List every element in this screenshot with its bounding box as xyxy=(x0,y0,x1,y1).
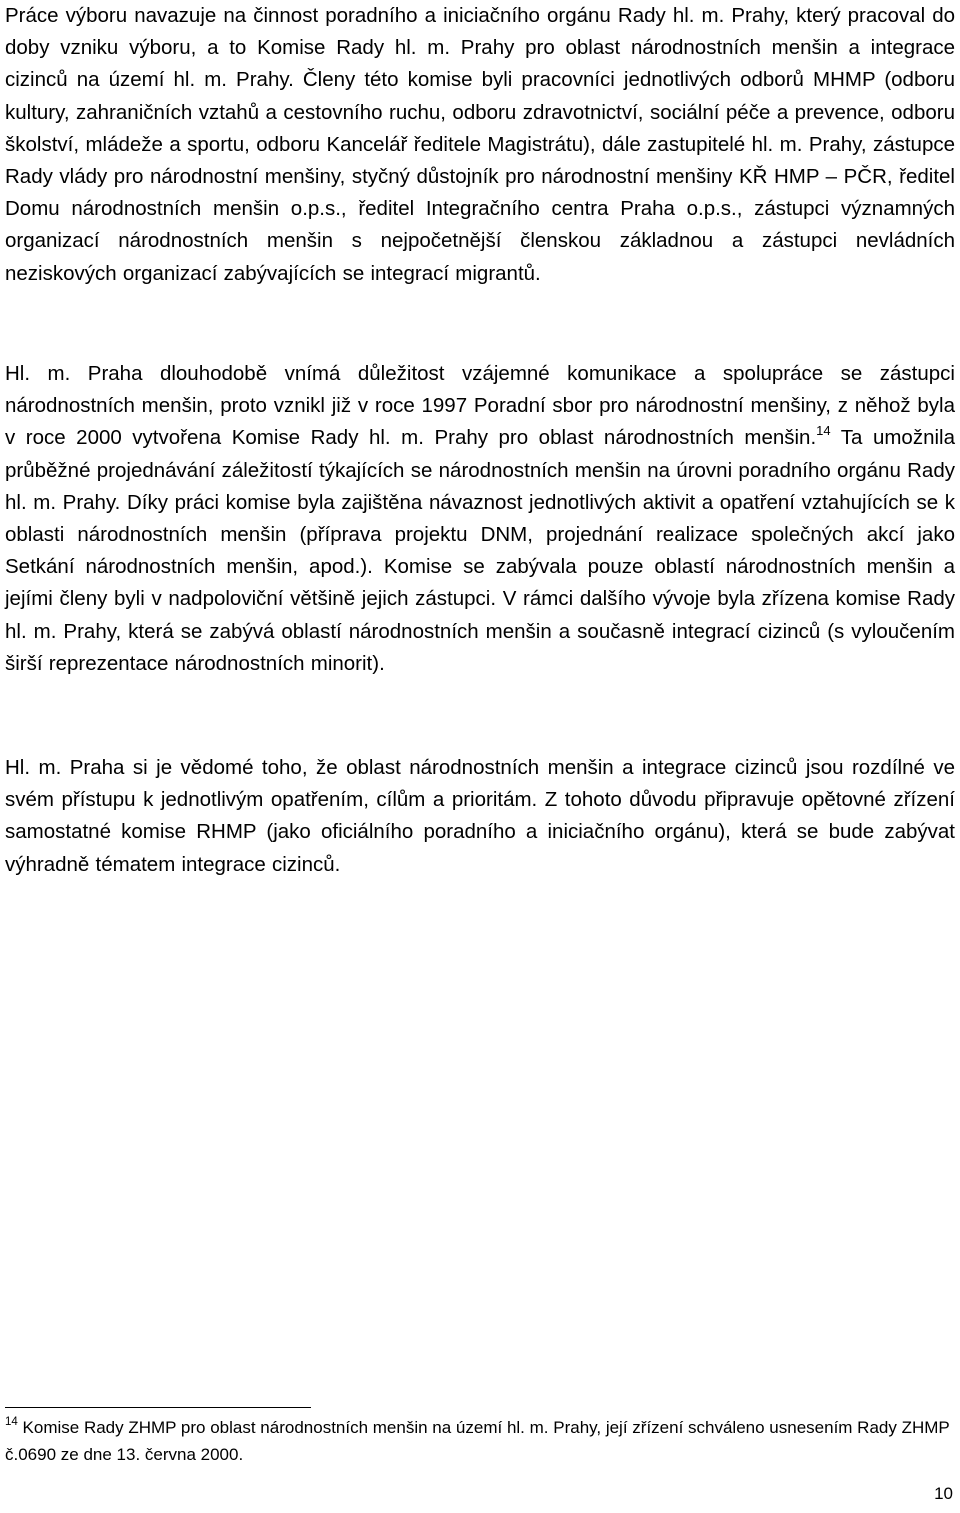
footnote-reference[interactable]: 14 xyxy=(816,423,831,439)
paragraph-committee-history: Práce výboru navazuje na činnost poradního a iniciačního orgánu Rady hl. m. Prahy, který pracoval do doby vzniku výboru, a to Komise Rady hl. m. Prahy pro oblast národnostních menšin a integrace cizinců na území hl. m. Prahy. Členy této komise byli pracovníci jednotlivých odborů MHMP (odboru kultury, zahraničních vztahů a cestovního ruchu, odboru zdravotnictví, sociální péče a prevence, odboru školství, mládeže a sportu, odboru Kancelář ředitele Magistrátu), dále zastupitelé hl. m. Prahy, zástupce Rady vlády pro národnostní menšiny, styčný důstojník pro národnostní menšiny KŘ HMP – PČR, ředitel Domu národnostních menšin o.p.s., ředitel Integračního centra Praha o.p.s., zástupci významných organizací národnostních menšin s nejpočetnější členskou základnou a zástupci nevládních neziskových organizací zabývajících se integrací migrantů. xyxy=(5,4,955,285)
document-page xyxy=(5,0,955,1513)
footnote-text: Komise Rady ZHMP pro oblast národnostních menšin na území hl. m. Prahy, její zřízení schváleno usnesením Rady ZHMP č.0690 ze dne 13. června 2000. xyxy=(5,1418,950,1464)
footnote xyxy=(5,1414,955,1468)
paragraph-text-after-footnote: Ta umožnila průběžné projednávání záležitostí týkajících se národnostních menšin na úrovni poradního orgánu Rady hl. m. Prahy. Díky práci komise byla zajištěna návaznost jednotlivých aktivit a opatření vztahujících se k oblasti národnostních menšin (příprava projektu DNM, projednání realizace společných akcí jako Setkání národnostních menšin, apod.). Komise se zabývala pouze oblastí národnostních menšin a jejími členy byli v nadpoloviční většině jejich zástupci. V rámci dalšího vývoje byla zřízena komise Rady hl. m. Prahy, která se zabývá oblastí národnostních menšin a současně integrací cizinců (s vyloučením širší reprezentace národnostních minorit). xyxy=(5,426,955,675)
footnote-number: 14 xyxy=(5,1416,18,1428)
paragraph-prague-cooperation xyxy=(5,358,955,680)
paragraph-integration-commission: Hl. m. Praha si je vědomé toho, že oblast národnostních menšin a integrace cizinců jsou rozdílné ve svém přístupu k jednotlivým opatřením, cílům a prioritám. Z tohoto důvodu připravuje opětovné zřízení samostatné komise RHMP (jako oficiálního poradního a iniciačního orgánu), která se bude zabývat výhradně tématem integrace cizinců. xyxy=(5,756,955,876)
paragraph-text-before-footnote: Hl. m. Praha dlouhodobě vnímá důležitost vzájemné komunikace a spolupráce se zástupci národnostních menšin, proto vznikl již v roce 1997 Poradní sbor pro národnostní menšiny, z něhož byla v roce 2000 vytvořena Komise Rady hl. m. Prahy pro oblast národnostních menšin. xyxy=(5,362,955,450)
footnote-separator xyxy=(5,1407,311,1408)
page-number: 10 xyxy=(934,1484,953,1503)
